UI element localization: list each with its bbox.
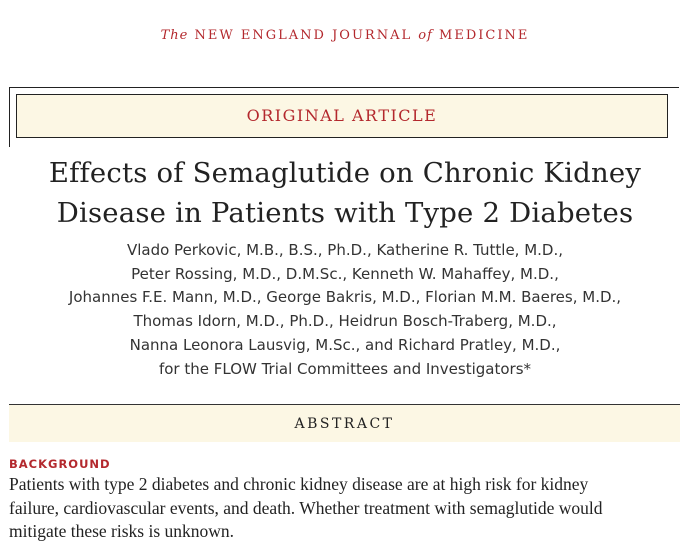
background-line: Patients with type 2 diabetes and chronic kidney disease are at high risk for kidney (9, 474, 589, 494)
journal-masthead (0, 27, 690, 45)
journal-prefix: The (160, 28, 189, 43)
author-list (0, 239, 690, 381)
journal-name-part1: NEW ENGLAND JOURNAL (194, 28, 413, 43)
background-line: failure, cardiovascular events, and death. Whether treatment with semaglutide would (9, 497, 603, 518)
abstract-heading: ABSTRACT (9, 404, 680, 442)
author-line: Johannes F.E. Mann, M.D., George Bakris, M.D., Florian M.M. Baeres, M.D., (68, 288, 622, 307)
title-line-1: Effects of Semaglutide on Chronic Kidney (48, 157, 642, 189)
author-line: Nanna Leonora Lausvig, M.Sc., and Richard Pratley, M.D., (129, 335, 561, 354)
author-line: Thomas Idorn, M.D., Ph.D., Heidrun Bosch-Traberg, M.D., (133, 312, 557, 331)
background-label: BACKGROUND (9, 457, 111, 471)
article-type-label: ORIGINAL ARTICLE (16, 94, 668, 138)
author-line: for the FLOW Trial Committees and Investigators* (158, 359, 532, 378)
author-line: Peter Rossing, M.D., D.M.Sc., Kenneth W. Mahaffey, M.D., (131, 264, 559, 283)
journal-name-part2: MEDICINE (439, 28, 530, 43)
background-line: mitigate these risks is unknown. (9, 521, 235, 541)
background-paragraph (9, 473, 687, 544)
article-title (0, 153, 690, 233)
author-line: Vlado Perkovic, M.B., B.S., Ph.D., Katherine R. Tuttle, M.D., (126, 241, 564, 259)
journal-of: of (418, 28, 433, 43)
title-line-2: Disease in Patients with Type 2 Diabetes (56, 197, 634, 229)
